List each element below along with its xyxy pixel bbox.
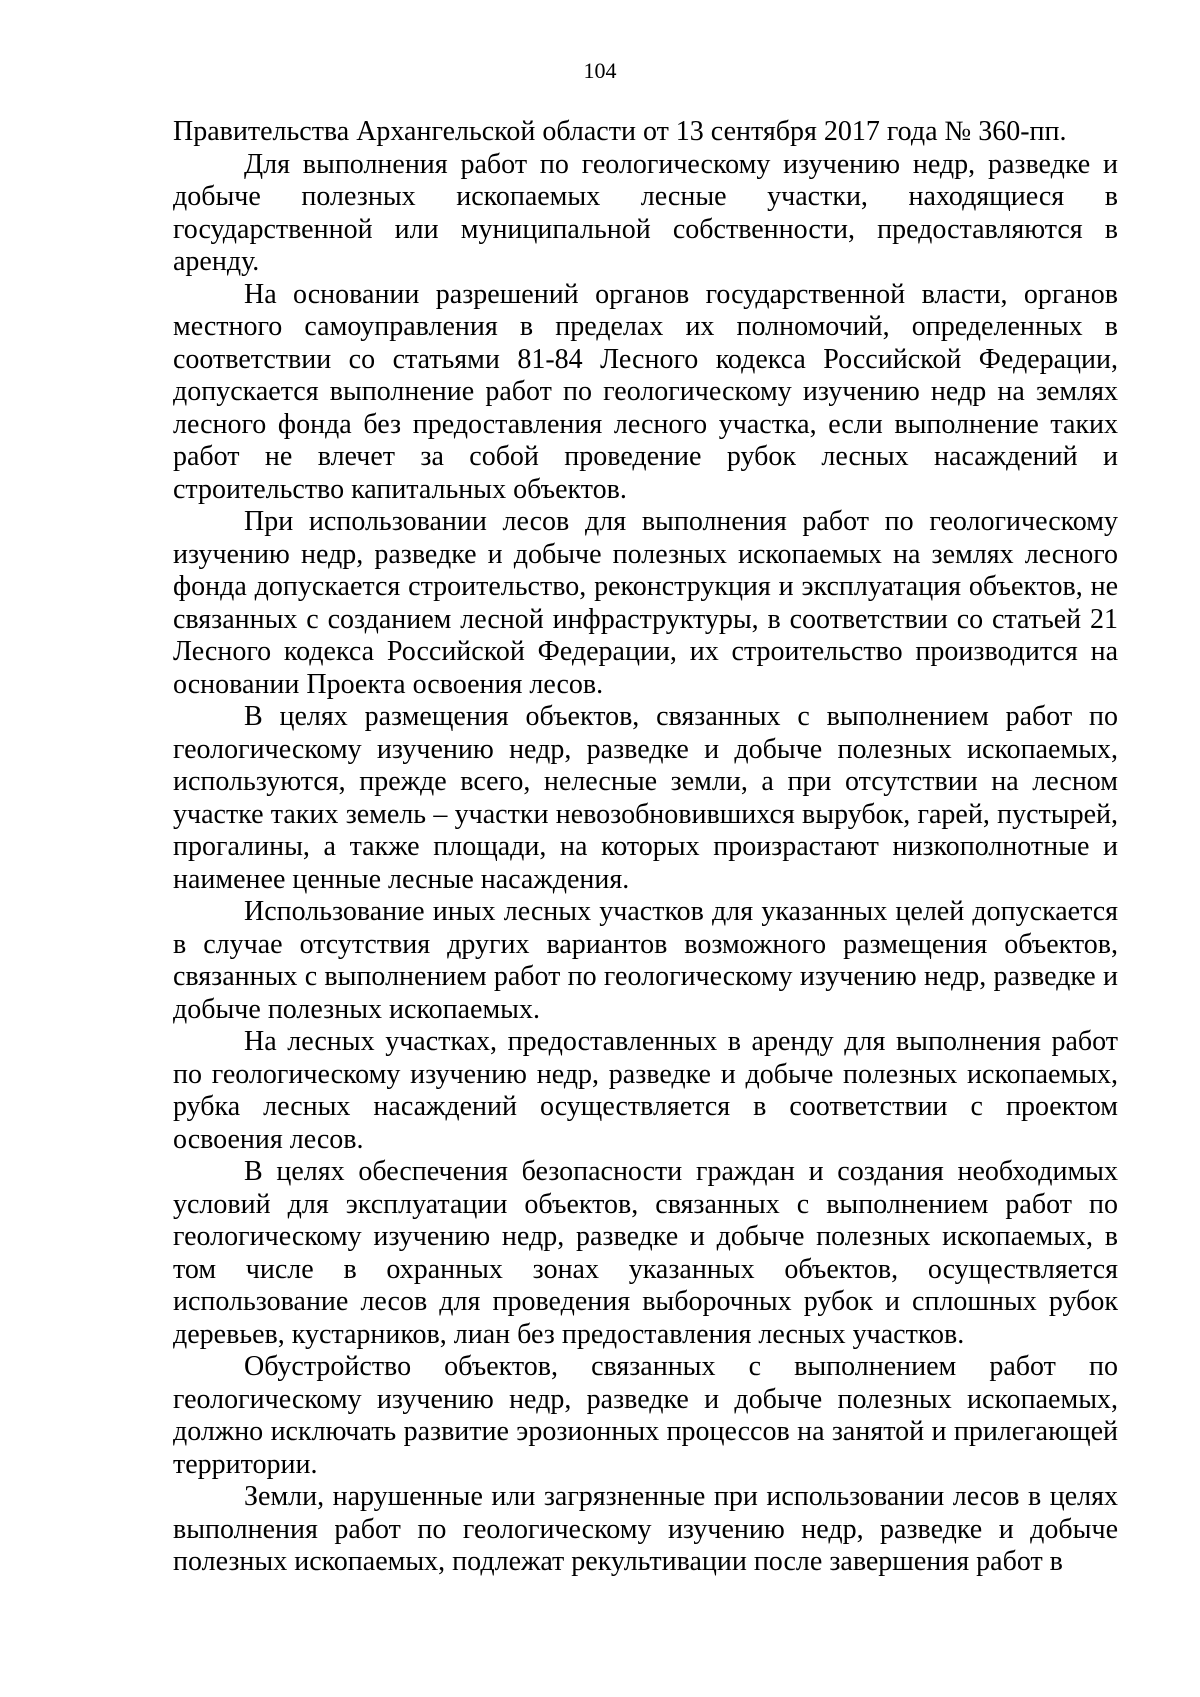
paragraph-erosion-prevention: Обустройство объектов, связанных с выполнением работ по геологическому изучению недр, разведке и добыче полезных ископаемых, должно исключать развитие эрозионных процессов на занятой и прилегающей территории.	[173, 1351, 1118, 1480]
paragraph-logging-on-leased-plots: На лесных участках, предоставленных в аренду для выполнения работ по геологическому изучению недр, разведке и добыче полезных ископаемых, рубка лесных насаждений осуществляется в соответствии с проектом освоения лесов.	[173, 1026, 1118, 1155]
paragraph-placement-priorities: В целях размещения объектов, связанных с выполнением работ по геологическому изучению недр, разведке и добыче полезных ископаемых, используются, прежде всего, нелесные земли, а при отсутствии на лесном участке таких земель – участки невозобновившихся вырубок, гарей, пустырей, прогалины, а также площади, на которых произрастают низкополнотные и наименее ценные лесные насаждения.	[173, 701, 1118, 895]
paragraph-land-reclamation: Земли, нарушенные или загрязненные при использовании лесов в целях выполнения работ по геологическому изучению недр, разведке и добыче полезных ископаемых, подлежат рекультивации после завершения работ в	[173, 1481, 1118, 1577]
paragraph-permits-without-lease: На основании разрешений органов государственной власти, органов местного самоуправления в пределах их полномочий, определенных в соответствии со статьями 81-84 Лесного кодекса Российской Федерации, допускается выполнение работ по геологическому изучению недр на землях лесного фонда без предоставления лесного участка, если выполнение таких работ не влечет за собой проведение рубок лесных насаждений и строительство капитальных объектов.	[173, 278, 1118, 505]
paragraph-safety-logging: В целях обеспечения безопасности граждан и создания необходимых условий для эксплуатации объектов, связанных с выполнением работ по геологическому изучению недр, разведке и добыче полезных ископаемых, в том числе в охранных зонах указанных объектов, осуществляется использование лесов для проведения выборочных рубок и сплошных рубок деревьев, кустарников, лиан без предоставления лесных участков.	[173, 1156, 1118, 1350]
paragraph-lease-for-geology: Для выполнения работ по геологическому изучению недр, разведке и добыче полезных ископаемых лесные участки, находящиеся в государственной или муниципальной собственности, предоставляются в аренду.	[173, 148, 1118, 277]
document-body	[173, 116, 1118, 1579]
page-number: 104	[583, 58, 617, 83]
paragraph-construction-of-objects: При использовании лесов для выполнения работ по геологическому изучению недр, разведке и добыче полезных ископаемых на землях лесного фонда допускается строительство, реконструкция и эксплуатация объектов, не связанных с созданием лесной инфраструктуры, в соответствии со статьей 21 Лесного кодекса Российской Федерации, их строительство производится на основании Проекта освоения лесов.	[173, 506, 1118, 700]
paragraph-continuation: Правительства Архангельской области от 13 сентября 2017 года № 360-пп.	[173, 116, 1067, 147]
paragraph-other-plots-use: Использование иных лесных участков для указанных целей допускается в случае отсутствия других вариантов возможного размещения объектов, связанных с выполнением работ по геологическому изучению недр, разведке и добыче полезных ископаемых.	[173, 896, 1118, 1025]
